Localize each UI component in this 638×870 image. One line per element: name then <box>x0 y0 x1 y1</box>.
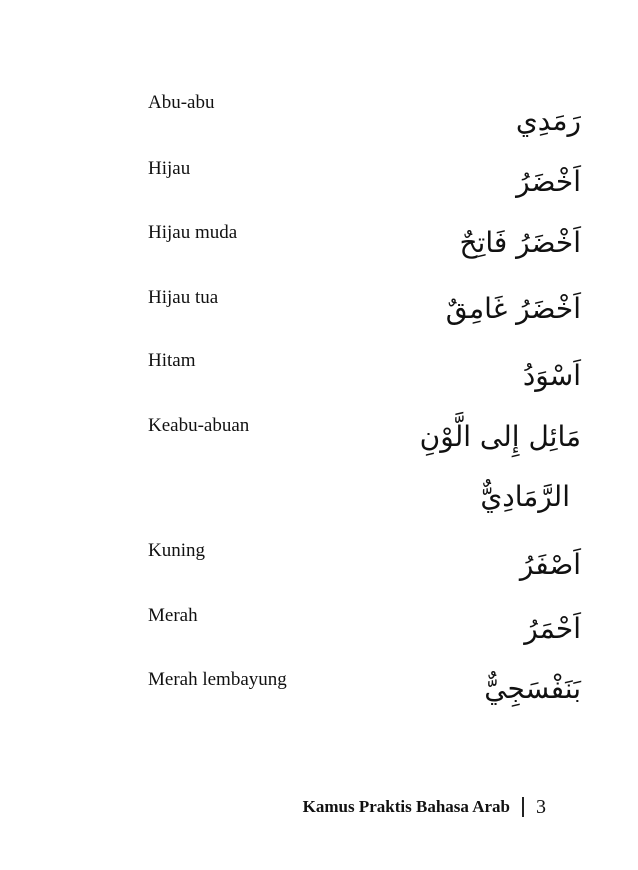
entry-arabic-merah-lembayung: بَنَفْسَجِيٌّ <box>484 672 581 705</box>
entry-arabic-hijau-tua: اَخْضَرُ غَامِقٌ <box>445 292 581 325</box>
entry-indonesian-abu-abu: Abu-abu <box>148 92 215 113</box>
entry-arabic-merah: اَحْمَرُ <box>524 612 581 645</box>
entry-indonesian-kuning: Kuning <box>148 540 205 561</box>
entry-indonesian-hijau: Hijau <box>148 158 191 179</box>
entry-arabic-abu-abu: رَمَدِي <box>515 104 581 137</box>
entry-arabic-hitam: اَسْوَدُ <box>522 359 581 392</box>
entry-arabic-hijau-muda: اَخْضَرُ فَاتِحٌ <box>459 226 581 259</box>
entry-arabic-keabu-abuan-continued: الرَّمَادِيٌّ <box>480 480 570 513</box>
entry-indonesian-hijau-tua: Hijau tua <box>148 287 219 308</box>
book-title: Kamus Praktis Bahasa Arab <box>302 797 510 816</box>
entry-indonesian-hijau-muda: Hijau muda <box>148 222 238 243</box>
page-footer <box>0 794 638 820</box>
entry-indonesian-keabu-abuan: Keabu-abuan <box>148 415 250 436</box>
footer-separator <box>522 797 524 817</box>
entry-arabic-keabu-abuan: مَائِل إِلى الَّوْنِ <box>419 420 581 453</box>
entry-indonesian-hitam: Hitam <box>148 350 196 371</box>
entry-arabic-kuning: اَصْفَرُ <box>519 548 581 581</box>
entry-indonesian-merah-lembayung: Merah lembayung <box>148 669 287 690</box>
entry-indonesian-merah: Merah <box>148 605 198 626</box>
entry-arabic-hijau: اَخْضَرُ <box>516 165 581 198</box>
page-number: 3 <box>536 796 546 818</box>
